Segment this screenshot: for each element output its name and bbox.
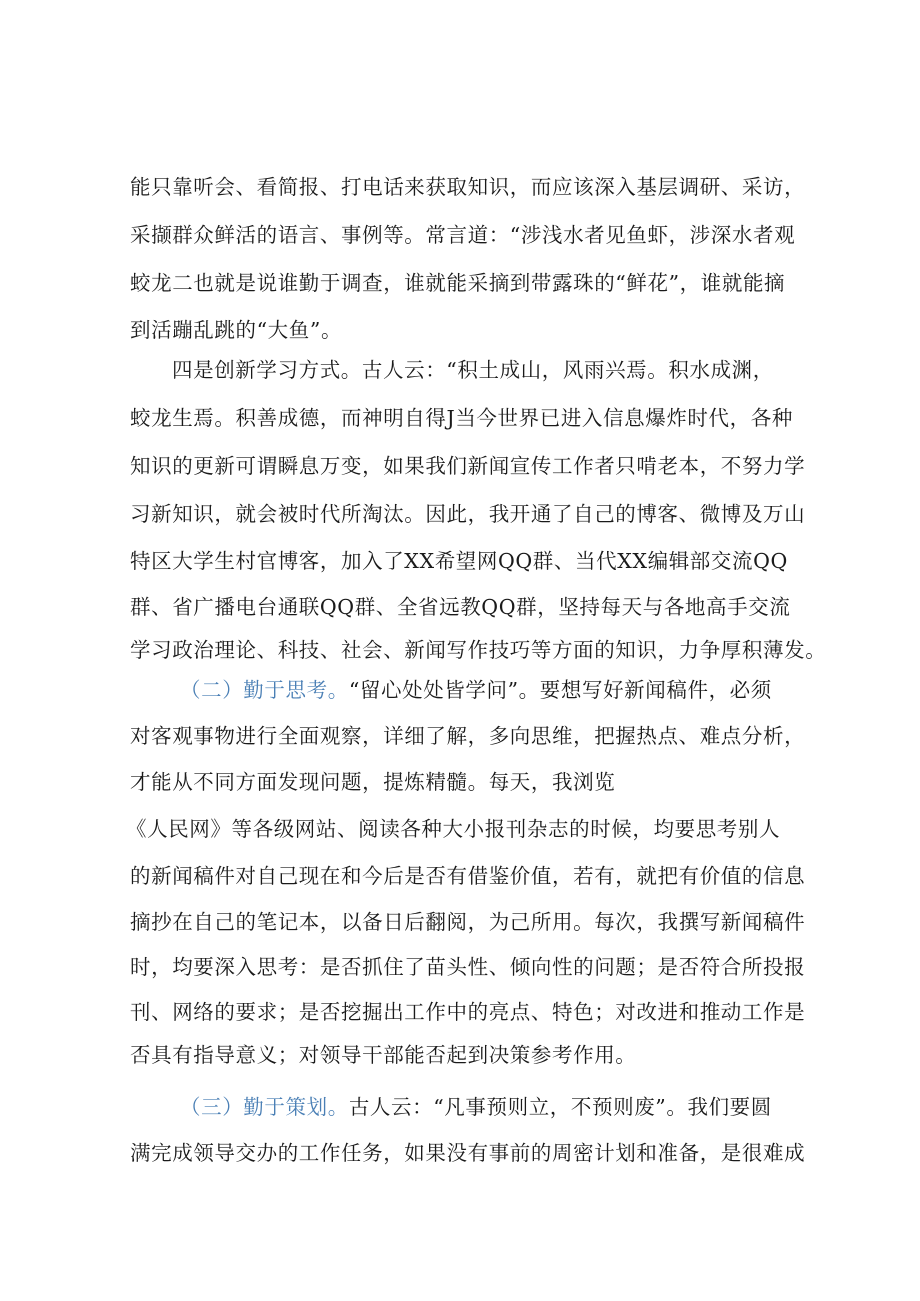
heading-text: “留心处处皆学问”。要想写好新闻稿件，必须 xyxy=(348,678,772,702)
text-line: 到活蹦乱跳的“大鱼”。 xyxy=(130,318,343,342)
text-line: 能只靠听会、看简报、打电话来获取知识，而应该深入基层调研、采访， xyxy=(130,175,806,199)
text-line: 知识的更新可谓瞬息万变，如果我们新闻宣传工作者只啃老本，不努力学 xyxy=(130,454,806,478)
text-line: 蛟龙二也就是说谁勤于调查，谁就能采摘到带露珠的“鲜花”，谁就能摘 xyxy=(130,271,786,295)
text-line: 否具有指导意义；对领导干部能否起到决策参考作用。 xyxy=(130,1043,637,1067)
text-line: 蛟龙生焉。积善成德，而神明自得J当今世界已进入信息爆炸时代，各种 xyxy=(130,406,793,430)
text-line: 特区大学生村官博客，加入了XX希望网QQ群、当代XX编辑部交流QQ xyxy=(130,549,788,573)
text-line: 习新知识，就会被时代所淘汰。因此，我开通了自己的博客、微博及万山 xyxy=(130,502,806,526)
text-line: 群、省广播电台通联QQ群、全省远教QQ群，坚持每天与各地高手交流 xyxy=(130,595,791,619)
text-line: 学习政治理论、科技、社会、新闻写作技巧等方面的知识，力争厚积薄发。 xyxy=(130,638,827,662)
text-line: 采撷群众鲜活的语言、事例等。常言道：“涉浅水者见鱼虾，涉深水者观 xyxy=(130,223,796,247)
text-line: 刊、网络的要求；是否挖掘出工作中的亮点、特色；对改进和推动工作是 xyxy=(130,1000,806,1024)
text-line: 对客观事物进行全面观察，详细了解，多向思维，把握热点、难点分析， xyxy=(130,724,806,748)
text-line: 时，均要深入思考：是否抓住了苗头性、倾向性的问题；是否符合所投报 xyxy=(130,955,806,979)
paragraph-first-line: 四是创新学习方式。古人云：“积土成山，风雨兴焉。积水成渊， xyxy=(172,358,774,382)
text-line: 摘抄在自己的笔记本，以备日后翻阅，为己所用。每次，我撰写新闻稿件 xyxy=(130,910,806,934)
text-line: 满完成领导交办的工作任务，如果没有事前的周密计划和准备，是很难成 xyxy=(130,1141,806,1165)
text-line: 的新闻稿件对自己现在和今后是否有借鉴价值，若有，就把有价值的信息 xyxy=(130,864,806,888)
section-heading-think: （二）勤于思考。 xyxy=(180,678,349,702)
text-line: 才能从不同方面发现问题，提炼精髓。每天，我浏览 xyxy=(130,770,616,794)
text-line: 《人民网》等各级网站、阅读各种大小报刊杂志的时候，均要思考别人 xyxy=(126,817,781,841)
section-heading-plan: （三）勤于策划。 xyxy=(180,1095,349,1119)
heading-text: 古人云：“凡事预则立，不预则废”。我们要圆 xyxy=(348,1095,772,1119)
heading-line xyxy=(180,1092,772,1122)
heading-line xyxy=(180,675,772,705)
